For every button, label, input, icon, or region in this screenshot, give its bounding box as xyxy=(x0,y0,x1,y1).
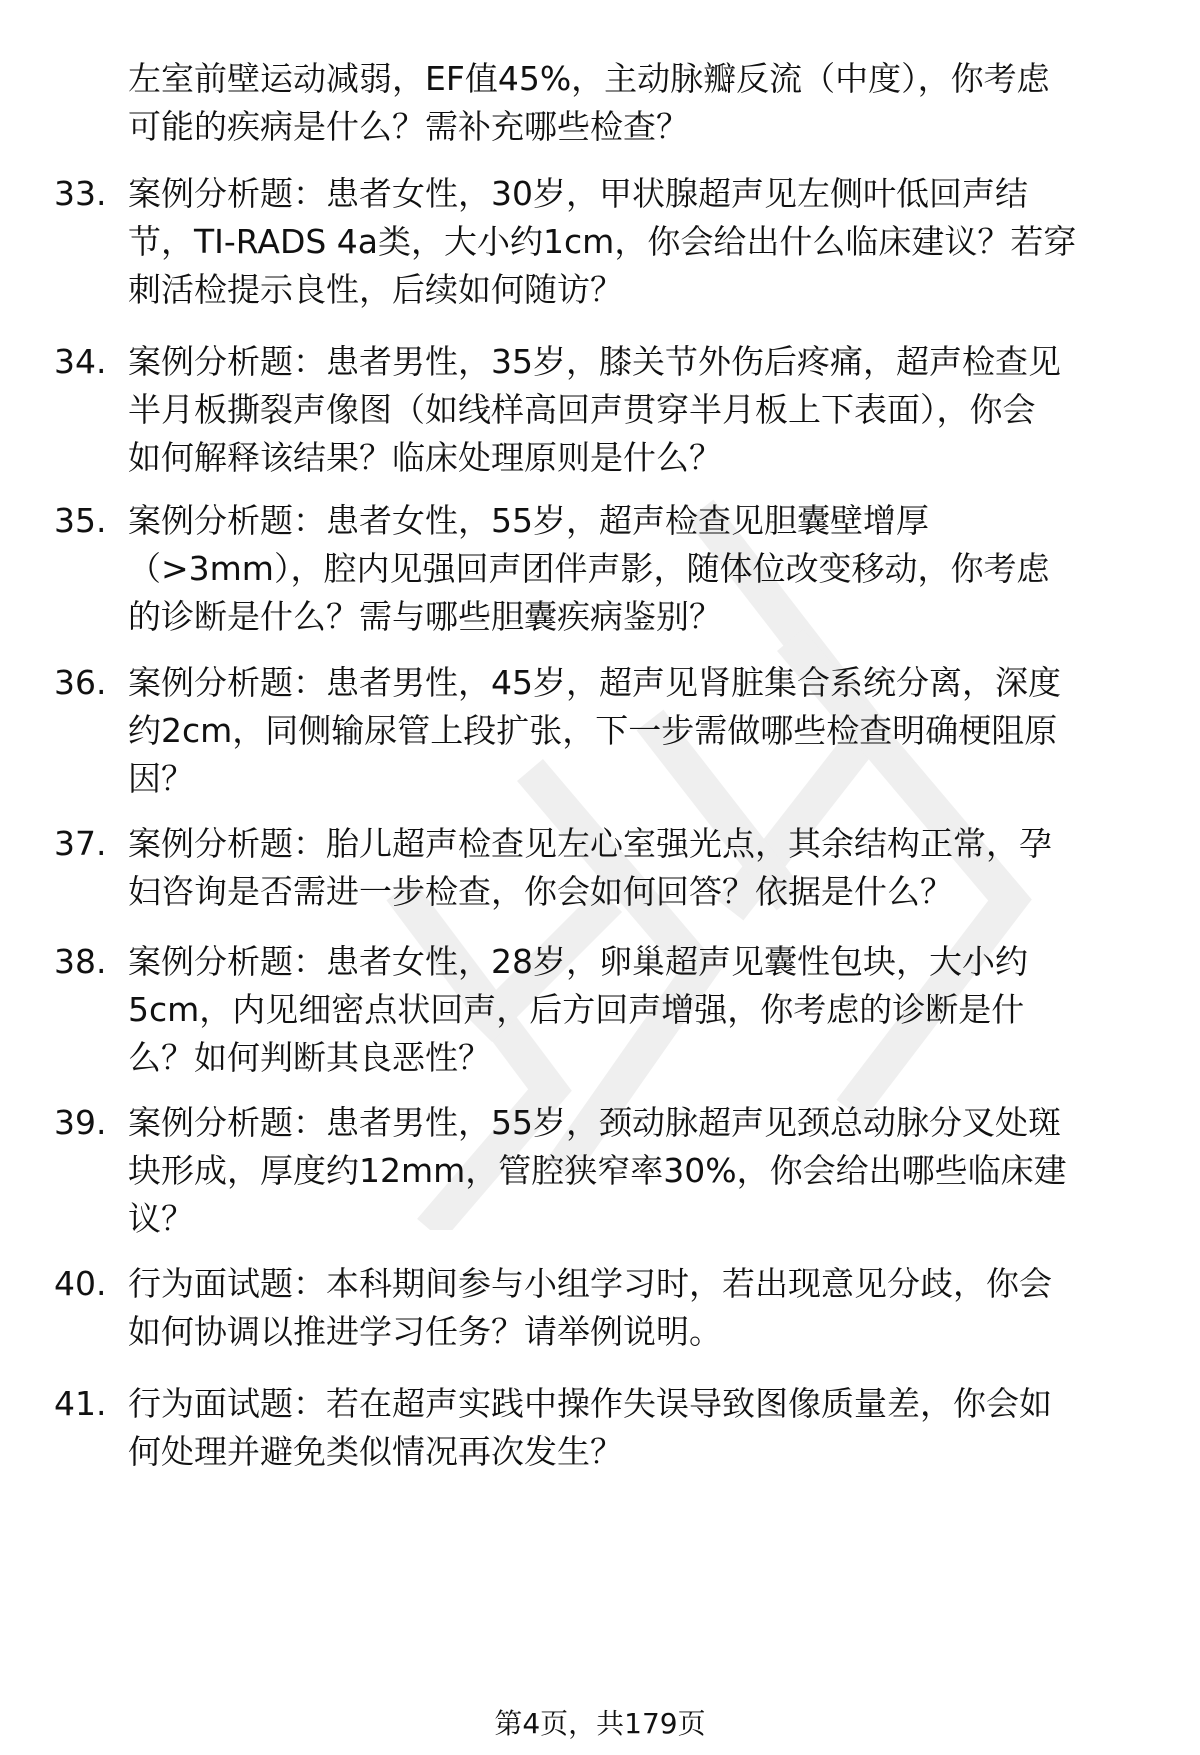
question-line: （>3mm），腔内见强回声团伴声影，随体位改变移动，你考虑 xyxy=(128,549,1050,588)
question-line: 何处理并避免类似情况再次发生？ xyxy=(128,1432,623,1471)
question-line: 块形成，厚度约12mm，管腔狭窄率30%，你会给出哪些临床建 xyxy=(128,1151,1067,1190)
question-body xyxy=(128,55,1153,151)
question-number: 35. xyxy=(54,501,107,540)
question-line: 的诊断是什么？需与哪些胆囊疾病鉴别？ xyxy=(128,597,722,636)
question-line: 案例分析题：患者男性，55岁，颈动脉超声见颈总动脉分叉处斑 xyxy=(128,1103,1061,1142)
question-line: 案例分析题：患者男性，45岁，超声见肾脏集合系统分离，深度 xyxy=(128,663,1061,702)
question-number: 36. xyxy=(54,663,107,702)
question-body xyxy=(128,659,1153,803)
question-number: 39. xyxy=(54,1103,107,1142)
question-line: 5cm，内见细密点状回声，后方回声增强，你考虑的诊断是什 xyxy=(128,990,1025,1029)
question-number: 41. xyxy=(54,1384,107,1423)
question-number: 33. xyxy=(54,174,107,213)
question-body xyxy=(128,497,1153,641)
question-line: 如何协调以推进学习任务？请举例说明。 xyxy=(128,1312,722,1351)
question-body xyxy=(128,938,1153,1082)
question-line: 因？ xyxy=(128,759,194,798)
question-line: 刺活检提示良性，后续如何随访？ xyxy=(128,270,623,309)
question-number: 34. xyxy=(54,342,107,381)
question-line: 如何解释该结果？临床处理原则是什么？ xyxy=(128,438,722,477)
question-number: 37. xyxy=(54,824,107,863)
question-line: 可能的疾病是什么？需补充哪些检查？ xyxy=(128,107,689,146)
question-body xyxy=(128,820,1153,916)
question-line: 行为面试题：本科期间参与小组学习时，若出现意见分歧，你会 xyxy=(128,1264,1052,1303)
question-number: 38. xyxy=(54,942,107,981)
question-number: 40. xyxy=(54,1264,107,1303)
question-body xyxy=(128,170,1153,314)
question-line: 案例分析题：患者女性，30岁，甲状腺超声见左侧叶低回声结 xyxy=(128,174,1028,213)
question-line: 议？ xyxy=(128,1199,194,1238)
page-indicator: 第4页，共179页 xyxy=(494,1707,706,1740)
question-body xyxy=(128,338,1153,482)
question-line: 节，TI-RADS 4a类，大小约1cm，你会给出什么临床建议？若穿 xyxy=(128,222,1077,261)
question-body xyxy=(128,1099,1153,1243)
question-body xyxy=(128,1260,1153,1356)
question-line: 约2cm，同侧输尿管上段扩张，下一步需做哪些检查明确梗阻原 xyxy=(128,711,1058,750)
question-line: 案例分析题：患者男性，35岁，膝关节外伤后疼痛，超声检查见 xyxy=(128,342,1061,381)
question-line: 么？如何判断其良恶性？ xyxy=(128,1038,491,1077)
question-line: 半月板撕裂声像图（如线样高回声贯穿半月板上下表面），你会 xyxy=(128,390,1036,429)
question-line: 案例分析题：患者女性，28岁，卵巢超声见囊性包块，大小约 xyxy=(128,942,1028,981)
question-line: 左室前壁运动减弱，EF值45%，主动脉瓣反流（中度），你考虑 xyxy=(128,59,1050,98)
question-line: 案例分析题：患者女性，55岁，超声检查见胆囊壁增厚 xyxy=(128,501,929,540)
question-line: 妇咨询是否需进一步检查，你会如何回答？依据是什么？ xyxy=(128,872,953,911)
question-line: 案例分析题：胎儿超声检查见左心室强光点，其余结构正常，孕 xyxy=(128,824,1052,863)
page-footer xyxy=(0,1706,1200,1742)
question-body xyxy=(128,1380,1153,1476)
question-line: 行为面试题：若在超声实践中操作失误导致图像质量差，你会如 xyxy=(128,1384,1052,1423)
